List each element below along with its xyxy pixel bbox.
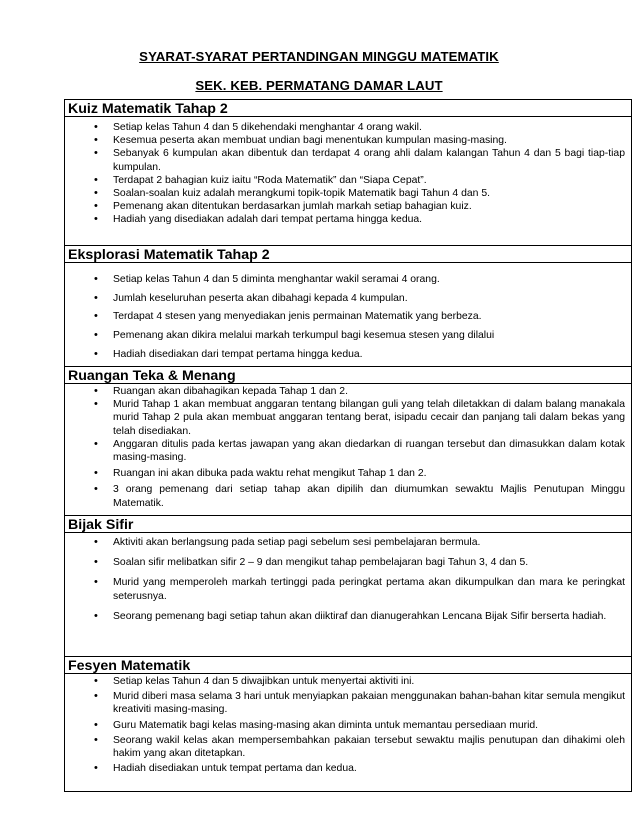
rule-item: • Setiap kelas Tahun 4 dan 5 diwajibkan untuk menyertai aktiviti ini. — [65, 675, 625, 688]
rule-item: • Ruangan akan dibahagikan kepada Tahap 1 dan 2. — [65, 385, 625, 398]
section-eksplorasi-matematik — [65, 246, 631, 367]
rule-item: • Soalan sifir melibatkan sifir 2 – 9 dan mengikut tahap pembelajaran bagi Tahun 3, 4 dan 5. — [65, 556, 625, 569]
rule-item: • Anggaran ditulis pada kertas jawapan yang akan diedarkan di ruangan tersebut dan dimasukkan dalam kotak masing-masing. — [65, 438, 625, 464]
rule-item: • Aktiviti akan berlangsung pada setiap pagi sebelum sesi pembelajaran bermula. — [65, 536, 625, 549]
rule-item: • Jumlah keseluruhan peserta akan dibahagi kepada 4 kumpulan. — [65, 292, 625, 305]
rule-item: • Terdapat 4 stesen yang menyediakan jenis permainan Matematik yang berbeza. — [65, 310, 625, 323]
rules-table — [64, 99, 632, 792]
section-fesyen-matematik — [65, 657, 631, 791]
section-heading: Fesyen Matematik — [65, 657, 631, 674]
section-heading: Ruangan Teka & Menang — [65, 367, 631, 384]
section-heading: Bijak Sifir — [65, 516, 631, 533]
rule-item: • Sebanyak 6 kumpulan akan dibentuk dan terdapat 4 orang ahli dalam kalangan Tahun 4 dan 5 bagi tiap-tiap kumpulan. — [65, 147, 625, 173]
rule-list — [65, 273, 625, 361]
rule-list — [65, 121, 625, 227]
rule-list — [65, 536, 625, 623]
rule-item: • 3 orang pemenang dari setiap tahap akan dipilih dan diumumkan sewaktu Majlis Penutupan Minggu Matematik. — [65, 483, 625, 509]
rule-item: • Murid Tahap 1 akan membuat anggaran tentang bilangan guli yang telah diletakkan di dalam balang manakala murid Tahap 2 pula akan membuat anggaran tentang berat, isipadu cecair dan panjang tali dalam bekas yang telah disediakan. — [65, 398, 625, 438]
rule-item: • Seorang pemenang bagi setiap tahun akan diiktiraf dan dianugerahkan Lencana Bijak Sifir berserta hadiah. — [65, 610, 625, 623]
rule-item: • Soalan-soalan kuiz adalah merangkumi topik-topik Matematik bagi Tahun 4 dan 5. — [65, 187, 625, 200]
rule-item: • Ruangan ini akan dibuka pada waktu rehat mengikut Tahap 1 dan 2. — [65, 467, 625, 480]
section-ruangan-teka-menang — [65, 367, 631, 516]
rule-item: • Setiap kelas Tahun 4 dan 5 dikehendaki menghantar 4 orang wakil. — [65, 121, 625, 134]
rule-item: • Hadiah yang disediakan adalah dari tempat pertama hingga kedua. — [65, 213, 625, 226]
rule-item: • Kesemua peserta akan membuat undian bagi menentukan kumpulan masing-masing. — [65, 134, 625, 147]
rule-item: • Hadiah disediakan dari tempat pertama hingga kedua. — [65, 348, 625, 361]
school-name: SEK. KEB. PERMATANG DAMAR LAUT — [195, 78, 443, 93]
rule-item: • Pemenang akan ditentukan berdasarkan jumlah markah setiap bahagian kuiz. — [65, 200, 625, 213]
rule-item: • Guru Matematik bagi kelas masing-masing akan diminta untuk memantau persediaan murid. — [65, 719, 625, 732]
rule-list — [65, 675, 625, 775]
rule-item: • Murid diberi masa selama 3 hari untuk menyiapkan pakaian menggunakan bahan-bahan kitar semula mengikut kreativiti masing-masing. — [65, 690, 625, 716]
section-heading: Eksplorasi Matematik Tahap 2 — [65, 246, 631, 263]
rule-list — [65, 385, 625, 510]
section-bijak-sifir — [65, 516, 631, 657]
rule-item: • Pemenang akan dikira melalui markah terkumpul bagi kesemua stesen yang dilalui — [65, 329, 625, 342]
rule-item: • Seorang wakil kelas akan mempersembahkan pakaian tersebut sewaktu majlis penutupan dan dihakimi oleh hakim yang akan ditetapkan. — [65, 734, 625, 760]
section-kuiz-matematik — [65, 100, 631, 246]
section-heading: Kuiz Matematik Tahap 2 — [65, 100, 631, 117]
rule-item: • Hadiah disediakan untuk tempat pertama dan kedua. — [65, 762, 625, 775]
rule-item: • Terdapat 2 bahagian kuiz iaitu “Roda Matematik” dan “Siapa Cepat”. — [65, 174, 625, 187]
rule-item: • Murid yang memperoleh markah tertinggi pada peringkat pertama akan dikumpulkan dan mara ke peringkat seterusnya. — [65, 576, 625, 602]
document-title: SYARAT-SYARAT PERTANDINGAN MINGGU MATEMATIK — [139, 49, 499, 64]
rule-item: • Setiap kelas Tahun 4 dan 5 diminta menghantar wakil seramai 4 orang. — [65, 273, 625, 286]
